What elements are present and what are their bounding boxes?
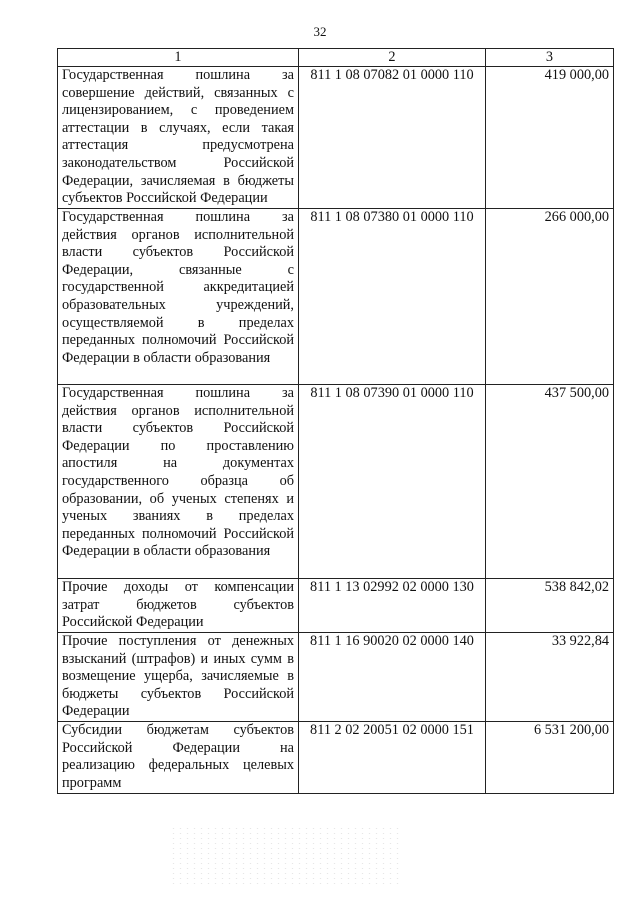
table-row bbox=[58, 633, 614, 722]
amount: 266 000,00 bbox=[486, 209, 614, 385]
scan-noise bbox=[170, 826, 400, 886]
table-row bbox=[58, 67, 614, 209]
column-header-2: 2 bbox=[299, 49, 486, 67]
revenue-name: Субсидии бюджетам субъектов Российской Федерации на реализацию федеральных целевых программ bbox=[58, 722, 299, 794]
amount: 437 500,00 bbox=[486, 385, 614, 579]
page-number: 32 bbox=[313, 24, 327, 39]
revenue-name: Государственная пошлина за действия органов исполнительной власти субъектов Российской Федерации по проставлению апостиля на документах государственного образца об образовании, об ученых степенях и ученых званиях в пределах переданных полномочий Российской Федерации в области образования bbox=[58, 385, 299, 579]
amount: 6 531 200,00 bbox=[486, 722, 614, 794]
column-header-3: 3 bbox=[486, 49, 614, 67]
budget-classification-code: 811 2 02 20051 02 0000 151 bbox=[299, 722, 486, 794]
budget-classification-code: 811 1 08 07380 01 0000 110 bbox=[299, 209, 486, 385]
table-row bbox=[58, 722, 614, 794]
budget-classification-code: 811 1 08 07390 01 0000 110 bbox=[299, 385, 486, 579]
budget-classification-code: 811 1 16 90020 02 0000 140 bbox=[299, 633, 486, 722]
budget-revenue-table bbox=[57, 48, 614, 794]
revenue-name: Государственная пошлина за совершение действий, связанных с лицензированием, с проведением аттестации в случаях, если такая аттестация предусмотрена законодательством Российской Федерации, зачисляемая в бюджеты субъектов Российской Федерации bbox=[58, 67, 299, 209]
budget-classification-code: 811 1 13 02992 02 0000 130 bbox=[299, 579, 486, 633]
amount: 419 000,00 bbox=[486, 67, 614, 209]
amount: 33 922,84 bbox=[486, 633, 614, 722]
revenue-name: Прочие поступления от денежных взысканий (штрафов) и иных сумм в возмещение ущерба, зачисляемые в бюджеты субъектов Российской Федерации bbox=[58, 633, 299, 722]
column-header-1: 1 bbox=[58, 49, 299, 67]
budget-classification-code: 811 1 08 07082 01 0000 110 bbox=[299, 67, 486, 209]
amount: 538 842,02 bbox=[486, 579, 614, 633]
revenue-name: Государственная пошлина за действия органов исполнительной власти субъектов Российской Федерации, связанные с государственной аккредитацией образовательных учреждений, осуществляемой в пределах переданных полномочий Российской Федерации в области образования bbox=[58, 209, 299, 385]
table-row bbox=[58, 209, 614, 385]
revenue-name: Прочие доходы от компенсации затрат бюджетов субъектов Российской Федерации bbox=[58, 579, 299, 633]
table-row bbox=[58, 385, 614, 579]
table-header-row bbox=[58, 49, 614, 67]
table-row bbox=[58, 579, 614, 633]
